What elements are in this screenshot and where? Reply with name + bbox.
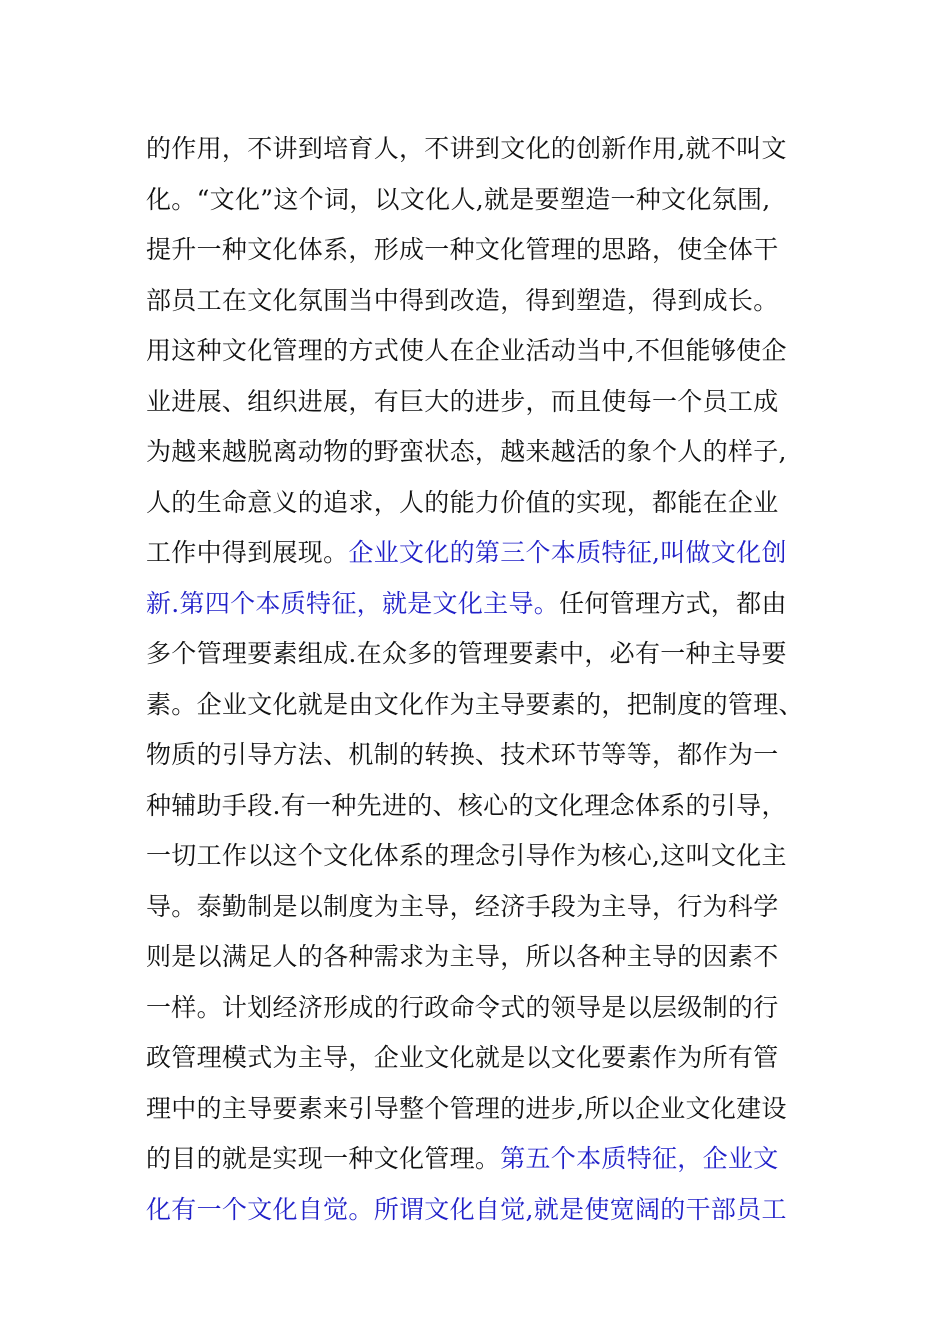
text-segment: 用这种文化管理的方式使人在企业活动当中,不但能够使企 (146, 336, 787, 365)
text-segment: 导。泰勤制是以制度为主导，经济手段为主导，行为科学 (146, 891, 779, 921)
text-segment: 化。“文化”这个词，以文化人,就是要塑造一种文化氛围, (146, 184, 771, 214)
highlighted-text: 化有一个文化自觉。所谓文化自觉,就是使宽阔的干部员工 (146, 1194, 787, 1224)
text-line (146, 478, 806, 529)
text-line (146, 629, 806, 680)
text-line (146, 730, 806, 781)
text-line (146, 528, 806, 579)
text-line (146, 932, 806, 983)
text-line (146, 175, 806, 226)
text-segment: 理中的主导要素来引导整个管理的进步,所以企业文化建设 (146, 1093, 787, 1123)
text-line (146, 124, 806, 175)
text-line (146, 225, 806, 276)
text-line (146, 1084, 806, 1135)
text-line (146, 1185, 806, 1236)
text-segment: 部员工在文化氛围当中得到改造，得到塑造，得到成长。 (146, 285, 779, 315)
text-segment: 多个管理要素组成.在众多的管理要素中，必有一种主导要 (146, 639, 787, 668)
text-line (146, 579, 806, 630)
text-segment: 为越来越脱离动物的野蛮状态，越来越活的象个人的样子, (146, 437, 787, 466)
text-line (146, 276, 806, 327)
text-segment: 人的生命意义的追求，人的能力价值的实现，都能在企业 (146, 487, 779, 517)
text-segment: 业进展、组织进展，有巨大的进步，而且使每一个员工成 (146, 386, 779, 416)
text-segment: 一样。计划经济形成的行政命令式的领导是以层级制的行 (146, 992, 779, 1022)
text-line (146, 781, 806, 832)
text-segment: 的作用，不讲到培育人，不讲到文化的创新作用,就不叫文 (146, 134, 787, 163)
text-line (146, 882, 806, 933)
text-line (146, 326, 806, 377)
text-line (146, 983, 806, 1034)
text-segment: 提升一种文化体系，形成一种文化管理的思路，使全体干 (146, 235, 779, 264)
text-segment: 物质的引导方法、机制的转换、技术环节等等，都作为一 (146, 740, 779, 769)
text-line (146, 680, 806, 731)
text-segment: 素。企业文化就是由文化作为主导要素的，把制度的管理、 (146, 689, 804, 719)
text-line (146, 1033, 806, 1084)
text-line (146, 377, 806, 428)
text-line (146, 831, 806, 882)
text-line (146, 1134, 806, 1185)
text-line (146, 427, 806, 478)
text-segment: 任何管理方式，都由 (559, 588, 787, 618)
body-text (146, 124, 806, 1235)
text-segment: 则是以满足人的各种需求为主导，所以各种主导的因素不 (146, 942, 779, 971)
text-segment: 的目的就是实现一种文化管理。 (146, 1144, 501, 1173)
highlighted-text: 第五个本质特征，企业文 (500, 1144, 779, 1173)
text-segment: 种辅助手段.有一种先进的、核心的文化理念体系的引导， (146, 790, 787, 820)
text-segment: 一切工作以这个文化体系的理念引导作为核心,这叫文化主 (146, 841, 787, 870)
highlighted-text: 企业文化的第三个本质特征,叫做文化创 (348, 538, 787, 567)
highlighted-text: 新.第四个本质特征，就是文化主导。 (146, 588, 560, 618)
text-segment: 政管理模式为主导，企业文化就是以文化要素作为所有管 (146, 1043, 779, 1072)
text-segment: 工作中得到展现。 (146, 538, 349, 567)
